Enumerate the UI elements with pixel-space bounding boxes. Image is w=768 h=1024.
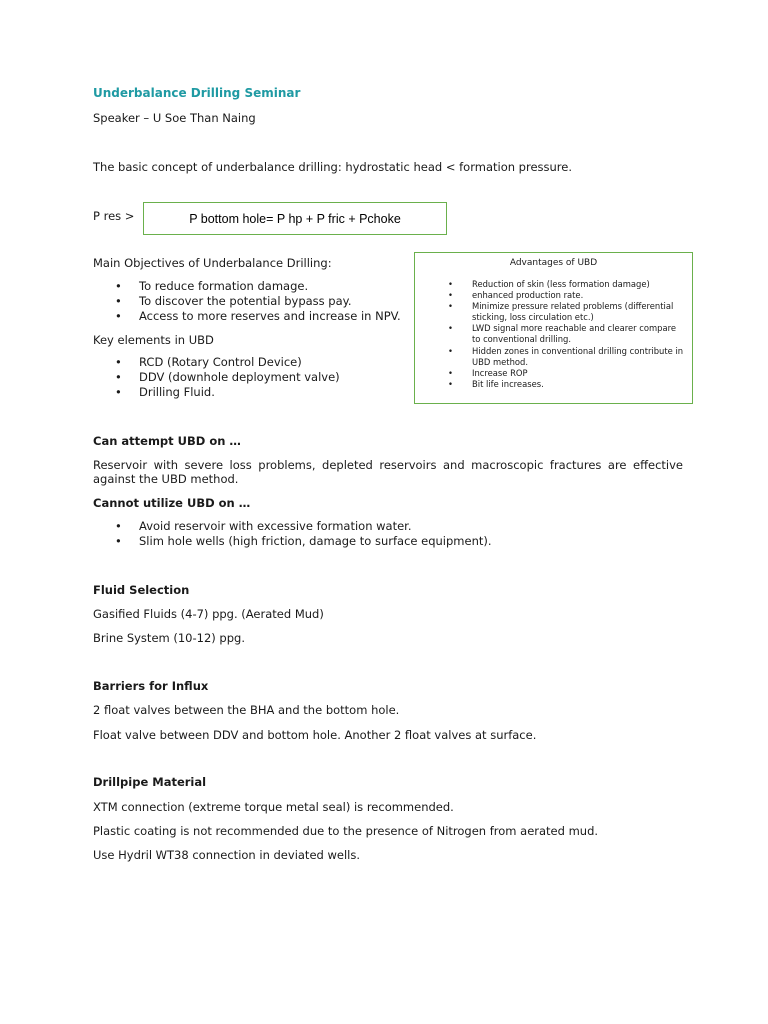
list-item: • DDV (downhole deployment valve)	[93, 370, 413, 385]
barriers-heading: Barriers for Influx	[93, 679, 209, 693]
key-elements-heading: Key elements in UBD	[93, 333, 214, 347]
drillpipe-line: Plastic coating is not recommended due to the presence of Nitrogen from aerated mud.	[93, 824, 599, 838]
list-item: • To discover the potential bypass pay.	[93, 294, 423, 309]
advantages-title: Advantages of UBD	[509, 258, 598, 268]
fluid-line: Gasified Fluids (4-7) ppg. (Aerated Mud)	[93, 607, 324, 621]
list-item: • Slim hole wells (high friction, damage to surface equipment).	[93, 534, 653, 549]
list-item: • Avoid reservoir with excessive formation water.	[93, 519, 653, 534]
list-item: • Bit life increases.	[415, 379, 692, 390]
cannot-utilize-list	[93, 519, 653, 549]
objectives-heading: Main Objectives of Underbalance Drilling:	[93, 256, 332, 270]
fluid-selection-heading: Fluid Selection	[93, 583, 190, 597]
list-item: • Access to more reserves and increase in NPV.	[93, 309, 423, 324]
document-title: Underbalance Drilling Seminar	[93, 86, 301, 100]
key-elements-list	[93, 355, 413, 400]
formula-box	[143, 202, 447, 235]
drillpipe-line: Use Hydril WT38 connection in deviated wells.	[93, 848, 360, 862]
list-item: • Drilling Fluid.	[93, 385, 413, 400]
drillpipe-heading: Drillpipe Material	[93, 775, 207, 789]
list-item: • LWD signal more reachable and clearer compare to conventional drilling.	[415, 323, 692, 345]
list-item: • RCD (Rotary Control Device)	[93, 355, 413, 370]
cannot-utilize-heading: Cannot utilize UBD on …	[93, 496, 251, 510]
concept-paragraph: The basic concept of underbalance drilling: hydrostatic head < formation pressure.	[93, 160, 573, 174]
drillpipe-line: XTM connection (extreme torque metal seal) is recommended.	[93, 800, 454, 814]
list-item: • Reduction of skin (less formation damage)	[415, 279, 692, 290]
list-item: • To reduce formation damage.	[93, 279, 423, 294]
list-item: • Minimize pressure related problems (differential sticking, loss circulation etc.)	[415, 301, 692, 323]
barriers-line: 2 float valves between the BHA and the bottom hole.	[93, 703, 400, 717]
formula-text: P bottom hole= P hp + P fric + Pchoke	[189, 211, 401, 226]
objectives-list	[93, 279, 423, 324]
list-item: • enhanced production rate.	[415, 290, 692, 301]
pres-label: P res >	[93, 209, 135, 223]
speaker-line: Speaker – U Soe Than Naing	[93, 111, 256, 125]
advantages-list	[415, 279, 692, 390]
can-attempt-heading: Can attempt UBD on …	[93, 434, 241, 448]
list-item: • Hidden zones in conventional drilling contribute in UBD method.	[415, 346, 692, 368]
can-attempt-paragraph: Reservoir with severe loss problems, depleted reservoirs and macroscopic fractures are effective against the UBD method.	[93, 458, 683, 486]
barriers-line: Float valve between DDV and bottom hole. Another 2 float valves at surface.	[93, 728, 537, 742]
list-item: • Increase ROP	[415, 368, 692, 379]
fluid-line: Brine System (10-12) ppg.	[93, 631, 245, 645]
advantages-box	[414, 252, 693, 404]
